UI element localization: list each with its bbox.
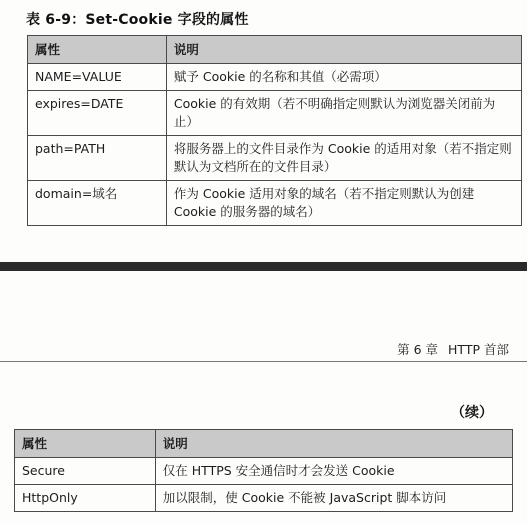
continued-label: （续） [451,405,493,421]
attribute-cell: NAME=VALUE [28,64,167,91]
table-row [28,91,522,136]
attribute-cell: path=PATH [28,136,167,181]
description-cell: 仅在 HTTPS 安全通信时才会发送 Cookie [155,458,512,485]
page-separator [0,262,527,271]
header-rule [0,361,527,362]
table-row [28,64,522,91]
table-row [28,181,522,226]
column-header-attribute: 属性 [28,36,167,64]
set-cookie-attributes-table [27,35,522,226]
column-header-description: 说明 [166,36,521,64]
table-header-row [28,36,522,64]
chapter-number: 第 6 章 [397,342,439,357]
column-header-attribute: 属性 [15,430,156,458]
attribute-cell: expires=DATE [28,91,167,136]
table-caption: 表 6-9：Set-Cookie 字段的属性 [26,12,249,28]
set-cookie-attributes-table-continued [14,429,513,512]
table-row [28,136,522,181]
attribute-cell: HttpOnly [15,485,156,512]
description-cell: 作为 Cookie 适用对象的域名（若不指定则默认为创建 Cookie 的服务器的域名） [166,181,521,226]
attribute-cell: Secure [15,458,156,485]
running-header [397,340,509,358]
description-cell: 将服务器上的文件目录作为 Cookie 的适用对象（若不指定则默认为文档所在的文件目录） [166,136,521,181]
description-cell: 加以限制，使 Cookie 不能被 JavaScript 脚本访问 [155,485,512,512]
chapter-title: HTTP 首部 [448,342,509,357]
table-header-row [15,430,513,458]
description-cell: 赋予 Cookie 的名称和其值（必需项） [166,64,521,91]
attribute-cell: domain=域名 [28,181,167,226]
table-row [15,485,513,512]
column-header-description: 说明 [155,430,512,458]
table-row [15,458,513,485]
description-cell: Cookie 的有效期（若不明确指定则默认为浏览器关闭前为止） [166,91,521,136]
